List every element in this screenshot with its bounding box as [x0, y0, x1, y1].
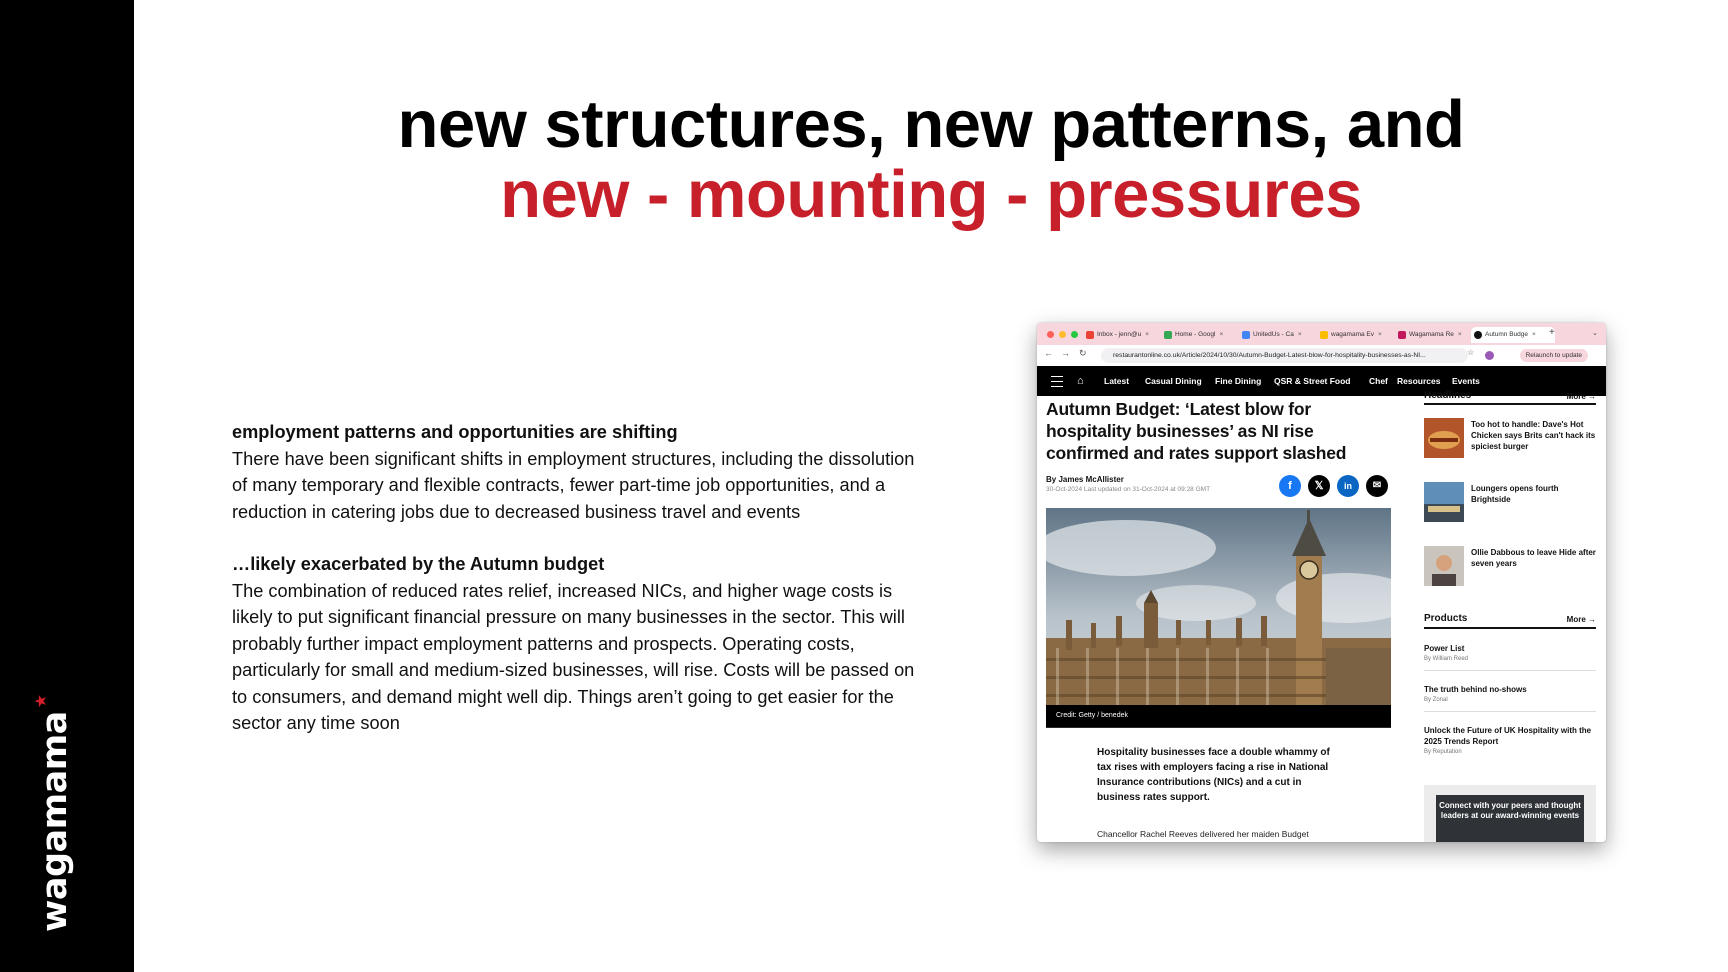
products-header: Products More → — [1424, 613, 1596, 629]
title-line-1: new structures, new patterns, and — [397, 87, 1465, 162]
nav-events: Events — [1452, 376, 1480, 386]
article-page — [1037, 390, 1606, 842]
products-more-link: More → — [1566, 615, 1596, 624]
section-heading-1: employment patterns and opportunities are shifting — [232, 422, 678, 442]
home-icon: ⌂ — [1077, 375, 1084, 387]
star-icon: ★ — [33, 693, 50, 709]
linkedin-icon: in — [1337, 475, 1359, 497]
image-credit: Credit: Getty / benedek — [1046, 705, 1391, 727]
maximize-window-icon — [1071, 331, 1078, 338]
drive-icon — [1164, 331, 1172, 339]
bookmark-star-icon: ☆ — [1467, 348, 1475, 357]
product-item: The truth behind no-shows By Zonal — [1424, 684, 1596, 712]
slide-title — [134, 87, 1728, 232]
product-item: Power List By William Reed — [1424, 643, 1596, 671]
wagamama-logo — [33, 693, 75, 932]
headline-thumbnail — [1424, 482, 1464, 522]
browser-tab-bar — [1037, 323, 1606, 345]
headline-thumbnail — [1424, 546, 1464, 586]
url-field: restaurantonline.co.uk/Article/2024/10/30/Autumn-Budget-Latest-blow-for-hospitality-businesses-as-NI... — [1101, 348, 1468, 363]
minimize-window-icon — [1059, 331, 1066, 338]
email-icon: ✉ — [1366, 475, 1388, 497]
logo-text: wagamama — [35, 711, 75, 932]
menu-icon — [1051, 376, 1063, 387]
facebook-icon: f — [1279, 475, 1301, 497]
article-byline: By James McAllister — [1046, 475, 1124, 484]
back-icon: ← — [1044, 348, 1053, 358]
reload-icon: ↻ — [1079, 348, 1087, 358]
browser-tab: Home - Googl × — [1161, 327, 1241, 343]
article-paragraph: Chancellor Rachel Reeves delivered her maiden Budget — [1097, 829, 1309, 839]
nav-chef: Chef — [1369, 376, 1388, 386]
section-paragraph-2: The combination of reduced rates relief, increased NICs, and higher wage costs is likely to put significant financial pressure on many businesses in the sector. This will probably further impact employment patterns and prospects. Operating costs, particularly for small and medium-sized businesses, will rise. Costs will be passed on to consumers, and demand might well dip. Things aren’t going to get easier for the sector any time soon — [232, 580, 915, 733]
x-icon: 𝕏 — [1308, 475, 1330, 497]
gmail-icon — [1086, 331, 1094, 339]
new-tab-icon: + — [1549, 327, 1555, 338]
headlines-header: Headlines More → — [1424, 390, 1596, 405]
doc-icon — [1398, 331, 1406, 339]
browser-tab-active: Autumn Budge × — [1471, 327, 1555, 343]
headline-thumbnail — [1424, 418, 1464, 458]
article-title: Autumn Budget: ‘Latest blow for hospitality businesses’ as NI rise confirmed and rates support slashed — [1046, 399, 1347, 463]
browser-screenshot — [1037, 323, 1606, 842]
browser-tab: wagamama Ev × — [1317, 327, 1397, 343]
relaunch-button: Relaunch to update — [1520, 349, 1588, 362]
brand-sidebar — [0, 0, 134, 972]
headline-item: Too hot to handle: Dave's Hot Chicken says Brits can't hack its spiciest burger — [1471, 420, 1596, 451]
profile-icon — [1485, 351, 1494, 360]
chevron-down-icon: ⌄ — [1592, 330, 1598, 337]
nav-latest: Latest — [1104, 376, 1130, 386]
nav-qsr-street-food: QSR & Street Food — [1274, 376, 1351, 386]
nav-resources: Resources — [1397, 376, 1441, 386]
headline-item: Ollie Dabbous to leave Hide after seven years — [1471, 548, 1596, 568]
site-icon — [1474, 331, 1482, 339]
product-item: Unlock the Future of UK Hospitality with the 2025 Trends Report By Reputation — [1424, 726, 1592, 755]
close-window-icon — [1047, 331, 1054, 338]
browser-tab: Inbox - jenn@u × — [1083, 327, 1163, 343]
nav-casual-dining: Casual Dining — [1145, 376, 1202, 386]
article-date: 30-Oct-2024 Last updated on 31-Oct-2024 at 09:28 GMT — [1046, 486, 1211, 493]
section-paragraph-1: There have been significant shifts in employment structures, including the dissolution of many temporary and flexible contracts, fewer part-time job opportunities, and a reduction in catering jobs due to decreased business travel and events — [232, 448, 915, 522]
body-text — [232, 419, 932, 737]
article-standfirst: Hospitality businesses face a double whammy of tax rises with employers facing a rise in National Insurance contributions (NICs) and a cut in business rates support. — [1097, 747, 1330, 803]
forward-icon: → — [1061, 348, 1070, 358]
calendar-icon — [1242, 331, 1250, 339]
events-ad — [1424, 785, 1596, 842]
address-bar — [1037, 345, 1606, 367]
headline-item: Loungers opens fourth Brightside — [1471, 484, 1559, 504]
ad-text: Connect with your peers and thought leaders at our award-winning events — [1436, 795, 1584, 842]
nav-fine-dining: Fine Dining — [1215, 376, 1262, 386]
slides-icon — [1320, 331, 1328, 339]
browser-tab: UnitedUs - Ca × — [1239, 327, 1319, 343]
title-line-2: new - mounting - pressures — [500, 157, 1362, 232]
section-heading-2: …likely exacerbated by the Autumn budget — [232, 554, 605, 574]
article-image — [1046, 508, 1391, 728]
headlines-more-link: More → — [1566, 392, 1596, 401]
article-sidebar — [1424, 390, 1596, 842]
browser-tab: Wagamama Re × — [1395, 327, 1475, 343]
